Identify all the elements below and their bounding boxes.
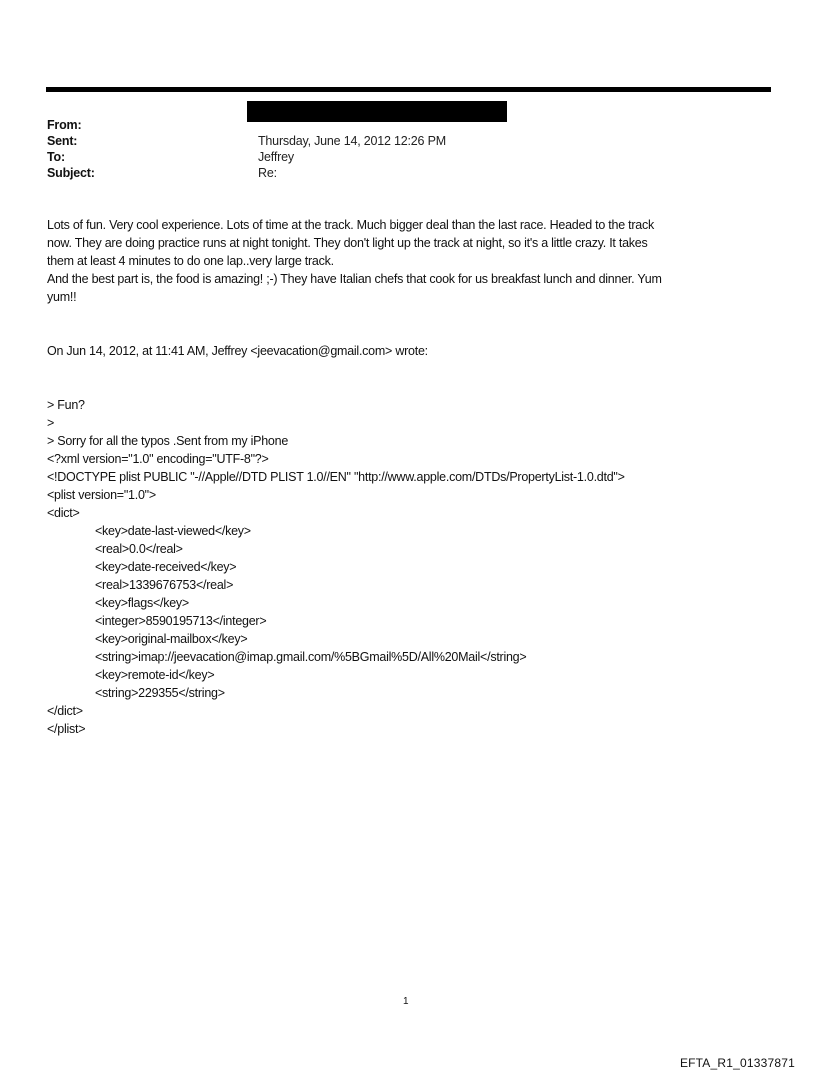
plist-entry: <string>229355</string> — [95, 686, 225, 700]
redaction-box — [247, 101, 507, 122]
quoted-line: <dict> — [47, 506, 80, 520]
to-value: Jeffrey — [258, 150, 294, 164]
closing-line: </plist> — [47, 722, 86, 736]
quoted-message — [47, 396, 625, 738]
body-line: Lots of fun. Very cool experience. Lots of time at the track. Much bigger deal than the last race. Headed to the track — [47, 218, 654, 232]
plist-entry: <key>flags</key> — [95, 596, 189, 610]
quoted-line: > Fun? — [47, 398, 85, 412]
plist-entry: <key>original-mailbox</key> — [95, 632, 248, 646]
body-line: now. They are doing practice runs at night tonight. They don't light up the track at night, so it's a little crazy. It takes — [47, 236, 648, 250]
plist-entry: <key>date-received</key> — [95, 560, 237, 574]
plist-entry: <key>remote-id</key> — [95, 668, 215, 682]
plist-entry: <integer>8590195713</integer> — [95, 614, 267, 628]
subject-value: Re: — [258, 166, 277, 180]
plist-entry: <real>1339676753</real> — [95, 578, 234, 592]
message-body — [47, 216, 767, 306]
body-line: yum!! — [47, 290, 77, 304]
body-line: And the best part is, the food is amazing! ;-) They have Italian chefs that cook for us breakfast lunch and dinner. Yum — [47, 272, 662, 286]
plist-entry: <key>date-last-viewed</key> — [95, 524, 251, 538]
to-label: To: — [47, 150, 65, 164]
header-rule — [46, 87, 771, 92]
quoted-line: > Sorry for all the typos .Sent from my iPhone — [47, 434, 289, 448]
quoted-line: <plist version="1.0"> — [47, 488, 156, 502]
quoted-line: <?xml version="1.0" encoding="UTF-8"?> — [47, 452, 269, 466]
quoted-line: > — [47, 416, 55, 430]
quoted-line: <!DOCTYPE plist PUBLIC "-//Apple//DTD PLIST 1.0//EN" "http://www.apple.com/DTDs/PropertyList-1.0.dtd"> — [47, 470, 625, 484]
from-label: From: — [47, 118, 82, 132]
closing-line: </dict> — [47, 704, 83, 718]
plist-entry: <real>0.0</real> — [95, 542, 183, 556]
sent-label: Sent: — [47, 134, 78, 148]
subject-label: Subject: — [47, 166, 95, 180]
quote-header: On Jun 14, 2012, at 11:41 AM, Jeffrey <jeevacation@gmail.com> wrote: — [47, 344, 428, 358]
page-number: 1 — [403, 996, 409, 1007]
body-line: them at least 4 minutes to do one lap..very large track. — [47, 254, 334, 268]
sent-value: Thursday, June 14, 2012 12:26 PM — [258, 134, 446, 148]
document-id: EFTA_R1_01337871 — [679, 1056, 795, 1070]
plist-entry: <string>imap://jeevacation@imap.gmail.com/%5BGmail%5D/All%20Mail</string> — [95, 650, 527, 664]
